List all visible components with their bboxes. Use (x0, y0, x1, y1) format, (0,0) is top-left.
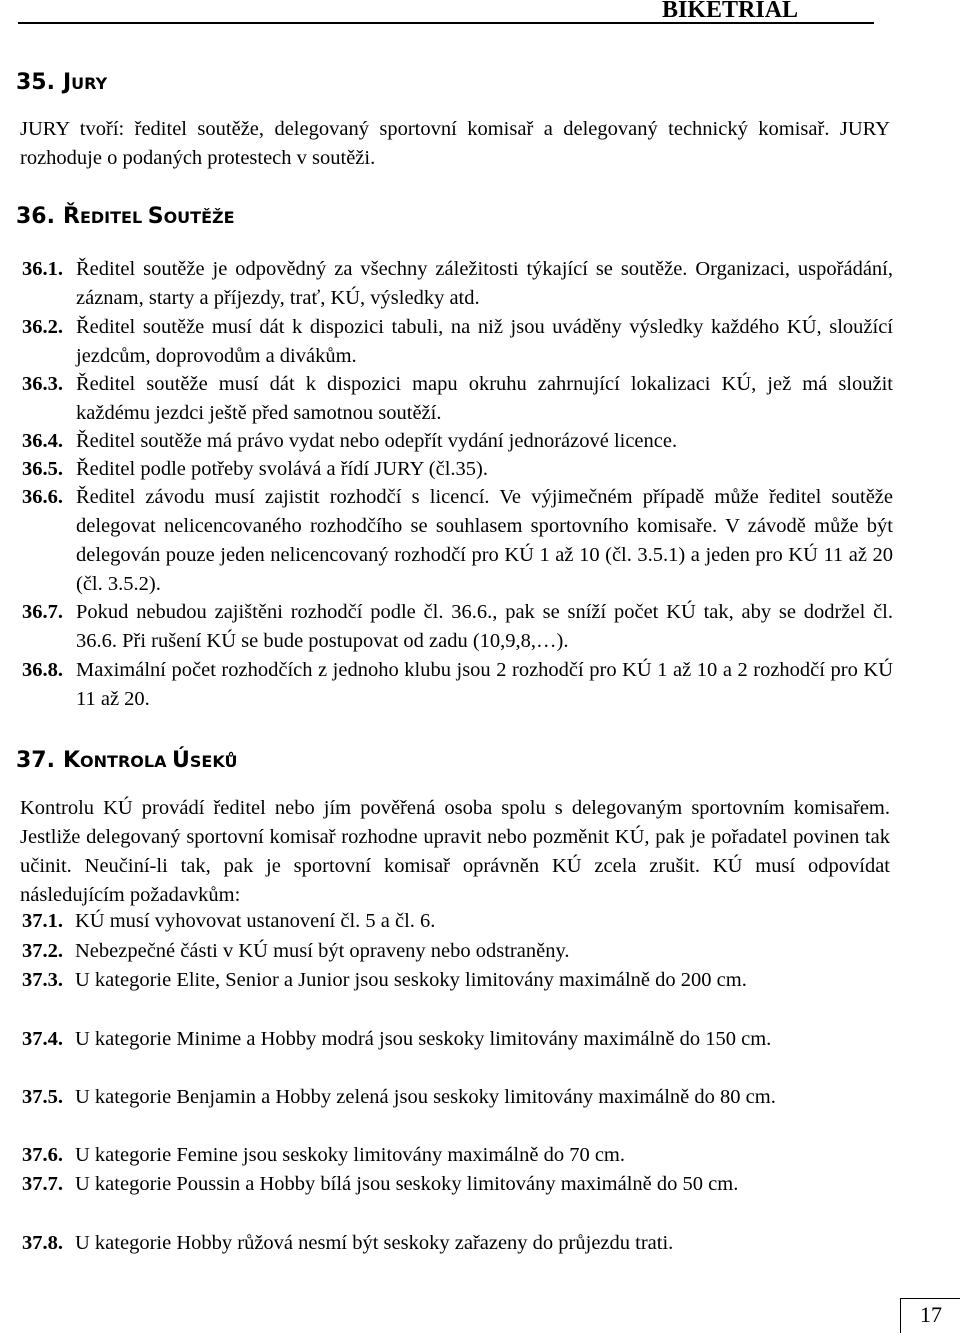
item-text: U kategorie Benjamin a Hobby zelená jsou seskoky limitovány maximálně do 80 cm. (75, 1086, 776, 1108)
item-text: Nebezpečné části v KÚ musí být opraveny nebo odstraněny. (75, 940, 570, 962)
item-number: 37.3. (22, 969, 63, 991)
item-number: 37.4. (22, 1028, 63, 1050)
item-text: U kategorie Poussin a Hobby bílá jsou seskoky limitovány maximálně do 50 cm. (75, 1173, 739, 1195)
section-title: JURY (62, 70, 108, 95)
item-text: U kategorie Elite, Senior a Junior jsou seskoky limitovány maximálně do 200 cm. (75, 969, 747, 991)
item-text: Ředitel soutěže je odpovědný za všechny záležitosti týkající se soutěže. Organizaci, uspořádání, záznam, starty a příjezdy, trať, KÚ, výsledky atd. (76, 258, 893, 309)
item-text: Pokud nebudou zajištěni rozhodčí podle čl. 36.6., pak se sníží počet KÚ tak, aby se dodržel čl. 36.6. Při rušení KÚ se bude postupovat od zadu (10,9,8,…). (76, 601, 893, 652)
item-text: U kategorie Minime a Hobby modrá jsou seskoky limitovány maximálně do 150 cm. (75, 1028, 772, 1050)
item-text: U kategorie Hobby růžová nesmí být seskoky zařazeny do průjezdu trati. (75, 1232, 674, 1254)
item-number: 37.6. (22, 1144, 63, 1166)
item-text: Ředitel závodu musí zajistit rozhodčí s licencí. Ve výjimečném případě může ředitel soutěže delegovat nelicencovaného rozhodčího se souhlasem sportovního komisaře. V závodě může být delegován pouze jeden nelicencovaný rozhodčí pro KÚ 1 až 10 (čl. 3.5.1) a jeden pro KÚ 11 až 20 (čl. 3.5.2). (76, 486, 893, 595)
item-text: KÚ musí vyhovovat ustanovení čl. 5 a čl. 6. (75, 910, 436, 932)
item-number: 36.3. (22, 373, 63, 395)
section-title: KONTROLA ÚSEKŮ (62, 748, 238, 773)
item-number: 37.2. (22, 940, 63, 962)
item-text: Ředitel podle potřeby svolává a řídí JURY (čl.35). (76, 458, 489, 480)
item-number: 36.8. (22, 659, 63, 681)
item-text: U kategorie Femine jsou seskoky limitovány maximálně do 70 cm. (75, 1144, 625, 1166)
item-number: 37.5. (22, 1086, 63, 1108)
item-number: 37.1. (22, 910, 63, 932)
item-number: 36.2. (22, 316, 63, 338)
item-text: Ředitel soutěže musí dát k dispozici mapu okruhu zahrnující lokalizaci KÚ, jež má sloužit každému jezdci ještě před samotnou soutěží. (76, 373, 893, 424)
item-text: Maximální počet rozhodčích z jednoho klubu jsou 2 rozhodčí pro KÚ 1 až 10 a 2 rozhodčí pro KÚ 11 až 20. (76, 659, 893, 710)
item-number: 36.7. (22, 601, 63, 623)
section-35-heading (16, 70, 107, 97)
section-number: 35. (16, 70, 55, 95)
item-number: 37.7. (22, 1173, 63, 1195)
section-37-paragraph: Kontrolu KÚ provádí ředitel nebo jím pověřená osoba spolu s delegovaným sportovním komisařem. Jestliže delegovaný sportovní komisař rozhodne upravit nebo pozměnit KÚ, pak je pořadatel povinen tak učinit. Neučiní-li tak, pak je sportovní komisař oprávněn KÚ zcela zrušit. KÚ musí odpovídat následujícím požadavkům: (20, 797, 890, 906)
section-title: ŘEDITEL SOUTĚŽE (62, 204, 235, 229)
section-35-paragraph: JURY tvoří: ředitel soutěže, delegovaný sportovní komisař a delegovaný technický komisař. JURY rozhoduje o podaných protestech v soutěži. (20, 118, 890, 169)
section-number: 37. (16, 748, 55, 773)
page-number: 17 (920, 1302, 942, 1327)
section-36-heading (16, 204, 235, 231)
item-number: 37.8. (22, 1232, 63, 1254)
item-number: 36.1. (22, 258, 63, 280)
item-number: 36.5. (22, 458, 63, 480)
item-number: 36.6. (22, 486, 63, 508)
page-header (0, 0, 960, 26)
item-text: Ředitel soutěže má právo vydat nebo odepřít vydání jednorázové licence. (76, 430, 678, 452)
header-title: BIKETRIAL (662, 0, 799, 23)
section-37-heading (16, 748, 237, 775)
section-number: 36. (16, 204, 55, 229)
item-text: Ředitel soutěže musí dát k dispozici tabuli, na niž jsou uváděny výsledky každého KÚ, sloužící jezdcům, doprovodům a divákům. (76, 316, 893, 367)
item-number: 36.4. (22, 430, 63, 452)
